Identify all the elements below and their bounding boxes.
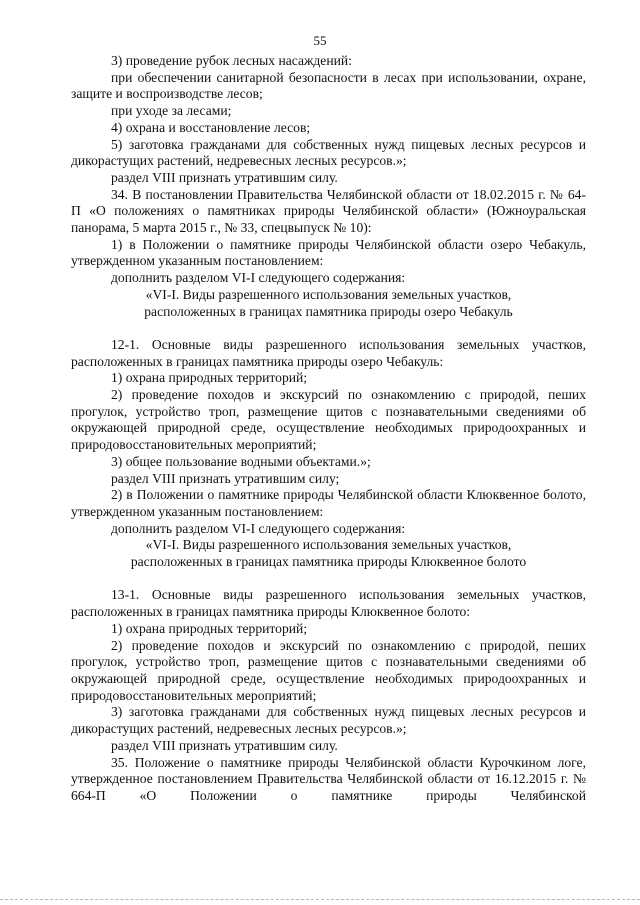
section-heading-line: расположенных в границах памятника природы Клюквенное болото: [130, 554, 527, 570]
paragraph: раздел VIII признать утратившим силу.: [111, 169, 338, 185]
document-body: [71, 53, 586, 805]
paragraph: 4) охрана и восстановление лесов;: [111, 119, 311, 135]
paragraph: 3) проведение рубок лесных насаждений:: [111, 53, 352, 68]
paragraph: 35. Положение о памятнике природы Челябинской области Курочкином логе, утвержденное постановлением Правительства Челябинской области от 16.12.2015 г. № 664-П «О Положении о памятнике природы Челябинской: [71, 754, 586, 803]
paragraph: раздел VIII признать утратившим силу;: [111, 470, 340, 486]
section-heading-line: расположенных в границах памятника природы озеро Чебакуль: [144, 303, 513, 319]
paragraph: 2) проведение походов и экскурсий по ознакомлению с природой, пеших прогулок, устройство троп, размещение щитов с познавательными сведениями об окружающей природной среде, осуществление необходимых природоохранных и природовосстановительных мероприятий;: [71, 637, 586, 703]
paragraph: 34. В постановлении Правительства Челябинской области от 18.02.2015 г. № 64-П «О положениях о памятниках природы Челябинской области» (Южноуральская панорама, 5 марта 2015 г., № 33, спецвыпуск № 10):: [71, 186, 586, 236]
paragraph: дополнить разделом VI-I следующего содержания:: [111, 520, 406, 536]
paragraph: раздел VIII признать утратившим силу.: [111, 737, 338, 753]
paragraph: 1) в Положении о памятнике природы Челябинской области озеро Чебакуль, утвержденном указанным постановлением:: [71, 236, 586, 269]
paragraph: при обеспечении санитарной безопасности в лесах при использовании, охране, защите и воспроизводстве лесов;: [71, 69, 586, 102]
blank-line: [71, 571, 586, 588]
paragraph: при уходе за лесами;: [111, 103, 232, 119]
paragraph: 13-1. Основные виды разрешенного использования земельных участков, расположенных в границах памятника природы Клюквенное болото:: [71, 587, 586, 620]
page-number: 55: [313, 33, 327, 48]
section-heading-line: «VI-I. Виды разрешенного использования земельных участков,: [145, 286, 512, 302]
paragraph: 3) заготовка гражданами для собственных нужд пищевых лесных ресурсов и дикорастущих растений, недревесных лесных ресурсов.»;: [71, 704, 586, 737]
scan-bottom-edge: [0, 899, 640, 900]
paragraph: 1) охрана природных территорий;: [111, 370, 308, 386]
paragraph: 5) заготовка гражданами для собственных нужд пищевых лесных ресурсов и дикорастущих растений, недревесных лесных ресурсов.»;: [71, 136, 586, 169]
section-heading-line: «VI-I. Виды разрешенного использования земельных участков,: [145, 537, 512, 553]
paragraph: дополнить разделом VI-I следующего содержания:: [111, 270, 406, 286]
paragraph: 12-1. Основные виды разрешенного использования земельных участков, расположенных в границах памятника природы озеро Чебакуль:: [71, 336, 586, 369]
paragraph: 2) проведение походов и экскурсий по ознакомлению с природой, пеших прогулок, устройство троп, размещение щитов с познавательными сведениями об окружающей природной среде, осуществление необходимых природоохранных и природовосстановительных мероприятий;: [71, 387, 586, 453]
paragraph: 3) общее пользование водными объектами.»;: [111, 453, 371, 469]
blank-line: [71, 320, 586, 337]
paragraph: 1) охрана природных территорий;: [111, 620, 308, 636]
paragraph: 2) в Положении о памятнике природы Челябинской области Клюквенное болото, утвержденном указанным постановлением:: [71, 487, 586, 519]
